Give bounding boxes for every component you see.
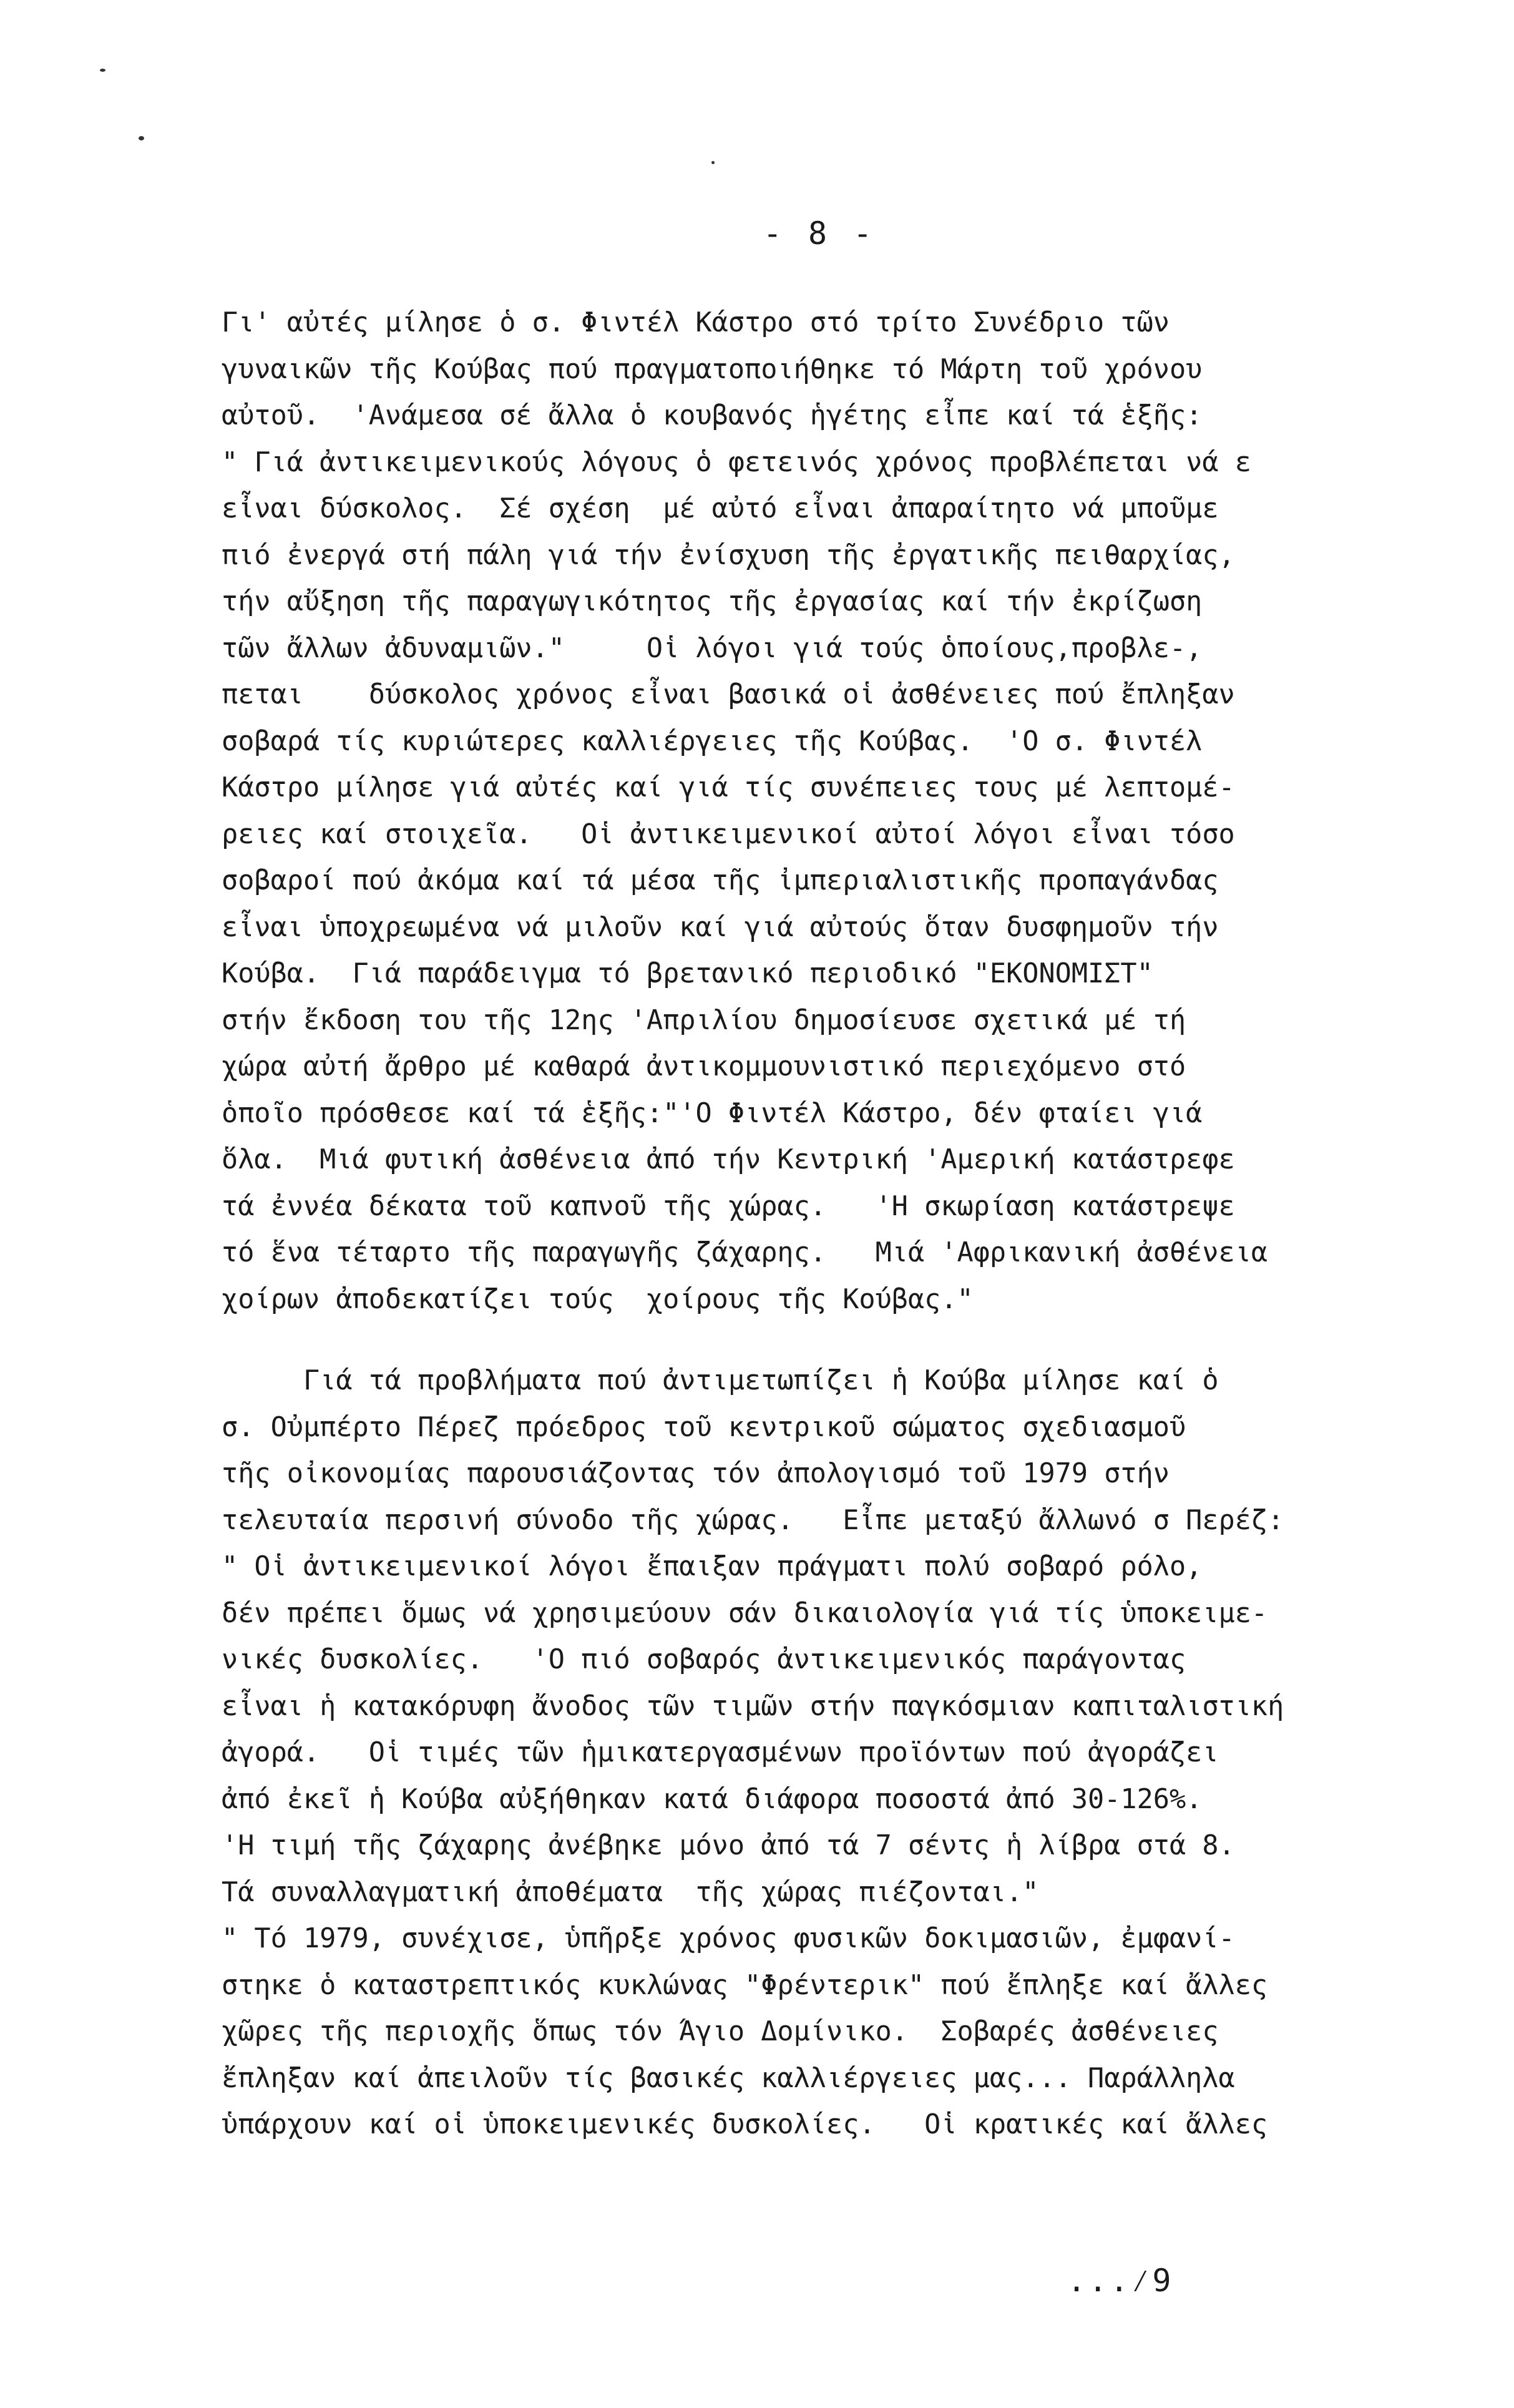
text-line: τελευταία περσινή σύνοδο τῆς χώρας. Εἶπε μεταξύ ἄλλωνό σ Περέζ:: [222, 1504, 1284, 1536]
text-line: χώρα αὐτή ἄρθρο μέ καθαρά ἀντικομμουνιστικό περιεχόμενο στό: [222, 1051, 1186, 1082]
text-line: ὁποῖο πρόσθεσε καί τά ἑξῆς:"'Ο Φιντέλ Κάστρο, δέν φταίει γιά: [222, 1097, 1203, 1129]
paragraph-2: [222, 1358, 1488, 2148]
text-line: σοβαροί πού ἀκόμα καί τά μέσα τῆς ἰμπεριαλιστικῆς προπαγάνδας: [222, 865, 1219, 896]
text-line: πεται δύσκολος χρόνος εἶναι βασικά οἱ ἀσθένειες πού ἔπληξαν: [222, 679, 1235, 710]
paragraph-1: [222, 300, 1488, 1323]
text-line: " Τό 1979, συνέχισε, ὑπῆρξε χρόνος φυσικῶν δοκιμασιῶν, ἐμφανί-: [222, 1923, 1235, 1954]
text-line: ὑπάρχουν καί οἱ ὑποκειμενικές δυσκολίες. Οἱ κρατικές καί ἄλλες: [222, 2109, 1268, 2140]
text-line: Γι' αὐτές μίλησε ὁ σ. Φιντέλ Κάστρο στό τρίτο Συνέδριο τῶν: [222, 307, 1170, 338]
text-line: τά ἐννέα δέκατα τοῦ καπνοῦ τῆς χώρας. 'Η σκωρίαση κατάστρεψε: [222, 1190, 1235, 1222]
text-line: τό ἕνα τέταρτο τῆς παραγωγῆς ζάχαρης. Μιά 'Αφρικανική ἀσθένεια: [222, 1237, 1268, 1268]
text-line: χῶρες τῆς περιοχῆς ὅπως τόν Άγιο Δομίνικο. Σοβαρές ἀσθένειες: [222, 2016, 1219, 2047]
text-line: εἶναι δύσκολος. Σέ σχέση μέ αὐτό εἶναι ἀπαραίτητο νά μποῦμε: [222, 493, 1219, 524]
text-line: τῶν ἄλλων ἀδυναμιῶν." Οἱ λόγοι γιά τούς ὁποίους,προβλε-,: [222, 632, 1203, 664]
text-line: ἀπό ἐκεῖ ἡ Κούβα αὐξήθηκαν κατά διάφορα ποσοστά ἀπό 30-126%.: [222, 1783, 1203, 1815]
text-line: νικές δυσκολίες. 'Ο πιό σοβαρός ἀντικειμενικός παράγοντας: [222, 1644, 1186, 1675]
text-line: Κούβα. Γιά παράδειγμα τό βρετανικό περιοδικό "ΕΚΟΝΟΜΙΣΤ": [222, 958, 1153, 989]
text-line: ὅλα. Μιά φυτική ἀσθένεια ἀπό τήν Κεντρική 'Αμερική κατάστρεφε: [222, 1144, 1235, 1175]
scan-speck: [100, 69, 105, 72]
continuation-marker: ...⁄9: [1067, 2263, 1174, 2299]
text-line: Κάστρο μίλησε γιά αὐτές καί γιά τίς συνέπειες τους μέ λεπτομέ-: [222, 772, 1235, 803]
text-line: αὐτοῦ. 'Ανάμεσα σέ ἄλλα ὁ κουβανός ἡγέτης εἶπε καί τά ἑξῆς:: [222, 400, 1203, 431]
text-line: σοβαρά τίς κυριώτερες καλλιέργειες τῆς Κούβας. 'Ο σ. Φιντέλ: [222, 725, 1203, 757]
scan-speck: [139, 136, 144, 140]
text-line: Γιά τά προβλήματα πού ἀντιμετωπίζει ἡ Κούβα μίλησε καί ὁ: [222, 1365, 1219, 1396]
text-line: εἶναι ὑποχρεωμένα νά μιλοῦν καί γιά αὐτούς ὅταν δυσφημοῦν τήν: [222, 911, 1219, 943]
page-number: - 8 -: [763, 215, 876, 252]
text-line: ἀγορά. Οἱ τιμές τῶν ἡμικατεργασμένων προϊόντων πού ἀγοράζει: [222, 1737, 1219, 1768]
text-line: ἔπληξαν καί ἀπειλοῦν τίς βασικές καλλιέργειες μας... Παράλληλα: [222, 2062, 1235, 2094]
text-line: γυναικῶν τῆς Κούβας πού πραγματοποιήθηκε τό Μάρτη τοῦ χρόνου: [222, 353, 1203, 385]
body-text: [222, 300, 1488, 2148]
text-line: στήν ἔκδοση του τῆς 12ης 'Απριλίου δημοσίευσε σχετικά μέ τή: [222, 1004, 1186, 1036]
text-line: στηκε ὁ καταστρεπτικός κυκλώνας "Φρέντερικ" πού ἔπληξε καί ἄλλες: [222, 1969, 1268, 2001]
text-line: δέν πρέπει ὅμως νά χρησιμεύουν σάν δικαιολογία γιά τίς ὑποκειμε-: [222, 1597, 1268, 1629]
text-line: εἶναι ἡ κατακόρυφη ἄνοδος τῶν τιμῶν στήν παγκόσμιαν καπιταλιστική: [222, 1690, 1284, 1722]
text-line: τῆς οἰκονομίας παρουσιάζοντας τόν ἀπολογισμό τοῦ 1979 στήν: [222, 1458, 1170, 1489]
text-line: τήν αὔξηση τῆς παραγωγικότητος τῆς ἐργασίας καί τήν ἐκρίζωση: [222, 586, 1203, 617]
text-line: πιό ἐνεργά στή πάλη γιά τήν ἐνίσχυση τῆς ἐργατικῆς πειθαρχίας,: [222, 539, 1235, 571]
text-line: σ. Οὐμπέρτο Πέρεζ πρόεδρος τοῦ κεντρικοῦ σώματος σχεδιασμοῦ: [222, 1411, 1186, 1443]
scan-speck: [711, 161, 715, 164]
text-line: χοίρων ἀποδεκατίζει τούς χοίρους τῆς Κούβας.": [222, 1283, 974, 1315]
text-line: ρειες καί στοιχεῖα. Οἱ ἀντικειμενικοί αὐτοί λόγοι εἶναι τόσο: [222, 818, 1235, 850]
text-line: Τά συναλλαγματική ἀποθέματα τῆς χώρας πιέζονται.": [222, 1876, 1039, 1908]
text-line: " Οἱ ἀντικειμενικοί λόγοι ἔπαιξαν πράγματι πολύ σοβαρό ρόλο,: [222, 1551, 1203, 1582]
text-line: " Γιά ἀντικειμενικούς λόγους ὁ φετεινός χρόνος προβλέπεται νά ε: [222, 446, 1251, 478]
text-line: 'Η τιμή τῆς ζάχαρης ἀνέβηκε μόνο ἀπό τά 7 σέντς ἡ λίβρα στά 8.: [222, 1830, 1235, 1861]
paragraph-gap: [222, 1323, 1488, 1358]
